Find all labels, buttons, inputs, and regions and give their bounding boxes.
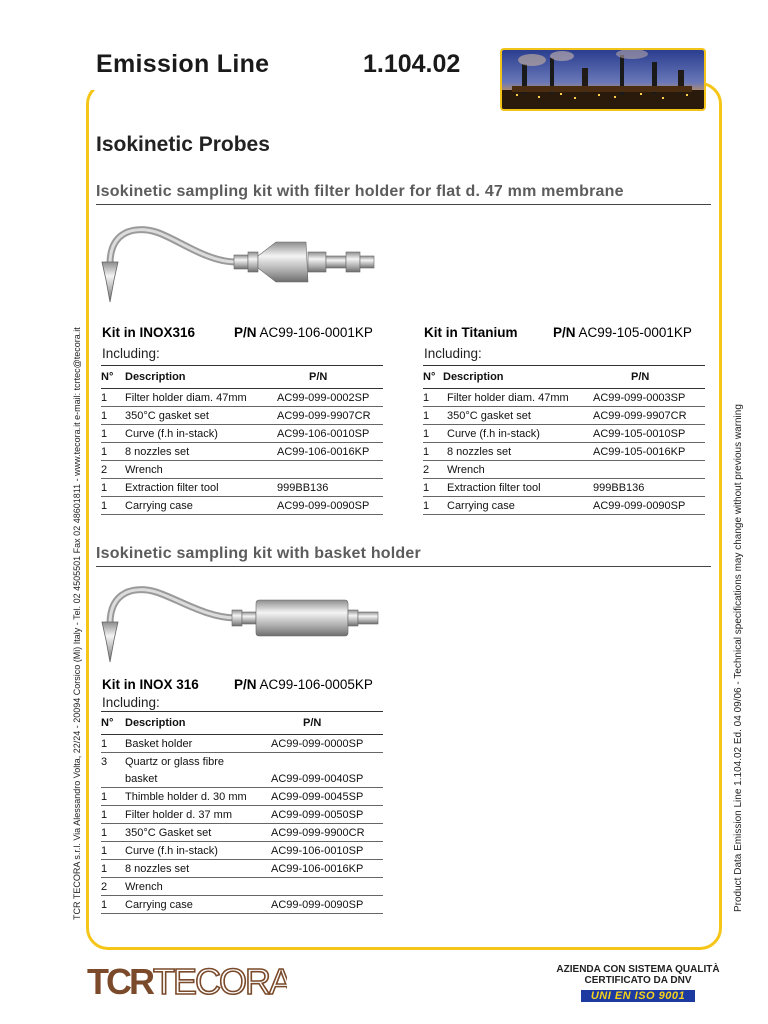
svg-text:TECORA: TECORA <box>153 961 287 1001</box>
column-header-pn: P/N <box>277 366 383 389</box>
probe-basket-holder-image <box>96 582 386 669</box>
table-row: 1 Extraction filter tool 999BB136 <box>101 479 383 497</box>
table-row: 2 Wrench <box>101 461 383 479</box>
table-row: 1 Curve (f.h in-stack) AC99-105-0010SP <box>423 425 705 443</box>
section-title-basket-holder: Isokinetic sampling kit with basket holder <box>96 545 421 562</box>
company-contact-vertical: TCR TECORA s.r.l. Via Alessandro Volta, 22/24 - 20094 Corsico (Mi) Italy - Tel. 02 4505501 Fax 02 48601811 - www.tecora.it e-mail: tcrtec@tecora.it <box>72 327 82 920</box>
column-header-pn: P/N <box>593 366 705 389</box>
table-row: 1 8 nozzles set AC99-106-0016KP <box>101 860 383 878</box>
iso-certification <box>548 964 728 1004</box>
kit-titanium-including: Including: <box>424 346 482 361</box>
table-row: 2 Wrench <box>423 461 705 479</box>
table-row: 1 8 nozzles set AC99-105-0016KP <box>423 443 705 461</box>
table-row: 1 Basket holder AC99-099-0000SP <box>101 735 383 753</box>
kit-inox-parts-table <box>101 365 383 515</box>
page-title: Isokinetic Probes <box>96 133 270 156</box>
tcr-tecora-logo <box>87 961 287 1006</box>
cert-line-2: CERTIFICATO DA DNV <box>584 975 692 986</box>
svg-text:TCR: TCR <box>87 961 152 1001</box>
header-title: Emission Line <box>96 50 270 78</box>
kit-titanium-pn: P/N AC99-105-0001KP <box>553 325 692 340</box>
section-divider <box>96 204 711 205</box>
table-row: 1 Thimble holder d. 30 mm AC99-099-0045SP <box>101 788 383 806</box>
table-row: 1 Carrying case AC99-099-0090SP <box>423 497 705 515</box>
document-code: 1.104.02 <box>363 50 461 78</box>
product-data-vertical: Product Data Emission Line 1.104.02 Ed. 04 09/06 - Technical specifications may change without previous warning <box>733 404 744 912</box>
kit-titanium-parts-table <box>423 365 705 515</box>
table-row: basket AC99-099-0040SP <box>101 770 383 788</box>
factory-photo <box>500 48 706 111</box>
column-header-number: N° <box>101 366 125 389</box>
table-row: 1 Curve (f.h in-stack) AC99-106-0010SP <box>101 425 383 443</box>
section-divider <box>96 566 711 567</box>
kit-basket-including: Including: <box>102 695 160 710</box>
probe-filter-holder-image <box>96 222 386 309</box>
table-row: 1 Carrying case AC99-099-0090SP <box>101 896 383 914</box>
kit-inox-pn: P/N AC99-106-0001KP <box>234 325 373 340</box>
table-row: 1 Filter holder d. 37 mm AC99-099-0050SP <box>101 806 383 824</box>
table-row: 2 Wrench <box>101 878 383 896</box>
kit-basket-pn: P/N AC99-106-0005KP <box>234 677 373 692</box>
table-row: 1 Carrying case AC99-099-0090SP <box>101 497 383 515</box>
column-header-description: Description <box>443 366 593 389</box>
column-header-description: Description <box>125 712 271 735</box>
table-row: 1 350°C gasket set AC99-099-9907CR <box>423 407 705 425</box>
table-row: 1 8 nozzles set AC99-106-0016KP <box>101 443 383 461</box>
iso-badge: UNI EN ISO 9001 <box>581 990 695 1002</box>
column-header-number: N° <box>101 712 125 735</box>
table-row: 1 Curve (f.h in-stack) AC99-106-0010SP <box>101 842 383 860</box>
column-header-pn: P/N <box>271 712 383 735</box>
section-title-filter-holder: Isokinetic sampling kit with filter holder for flat d. 47 mm membrane <box>96 183 624 200</box>
table-row: 1 350°C Gasket set AC99-099-9900CR <box>101 824 383 842</box>
cert-line-1: AZIENDA CON SISTEMA QUALITÀ <box>556 964 720 975</box>
column-header-number: N° <box>423 366 443 389</box>
kit-inox-including: Including: <box>102 346 160 361</box>
kit-inox-name: Kit in INOX316 <box>102 325 196 340</box>
column-header-description: Description <box>125 366 277 389</box>
table-row: 1 Filter holder diam. 47mm AC99-099-0003SP <box>423 389 705 407</box>
kit-titanium-name: Kit in Titanium <box>424 325 518 340</box>
table-row: 1 Filter holder diam. 47mm AC99-099-0002SP <box>101 389 383 407</box>
table-row: 3 Quartz or glass fibre <box>101 755 225 768</box>
table-row: 1 Extraction filter tool 999BB136 <box>423 479 705 497</box>
kit-basket-name: Kit in INOX 316 <box>102 677 199 692</box>
kit-basket-parts-table <box>101 711 383 914</box>
table-row: 1 350°C gasket set AC99-099-9907CR <box>101 407 383 425</box>
